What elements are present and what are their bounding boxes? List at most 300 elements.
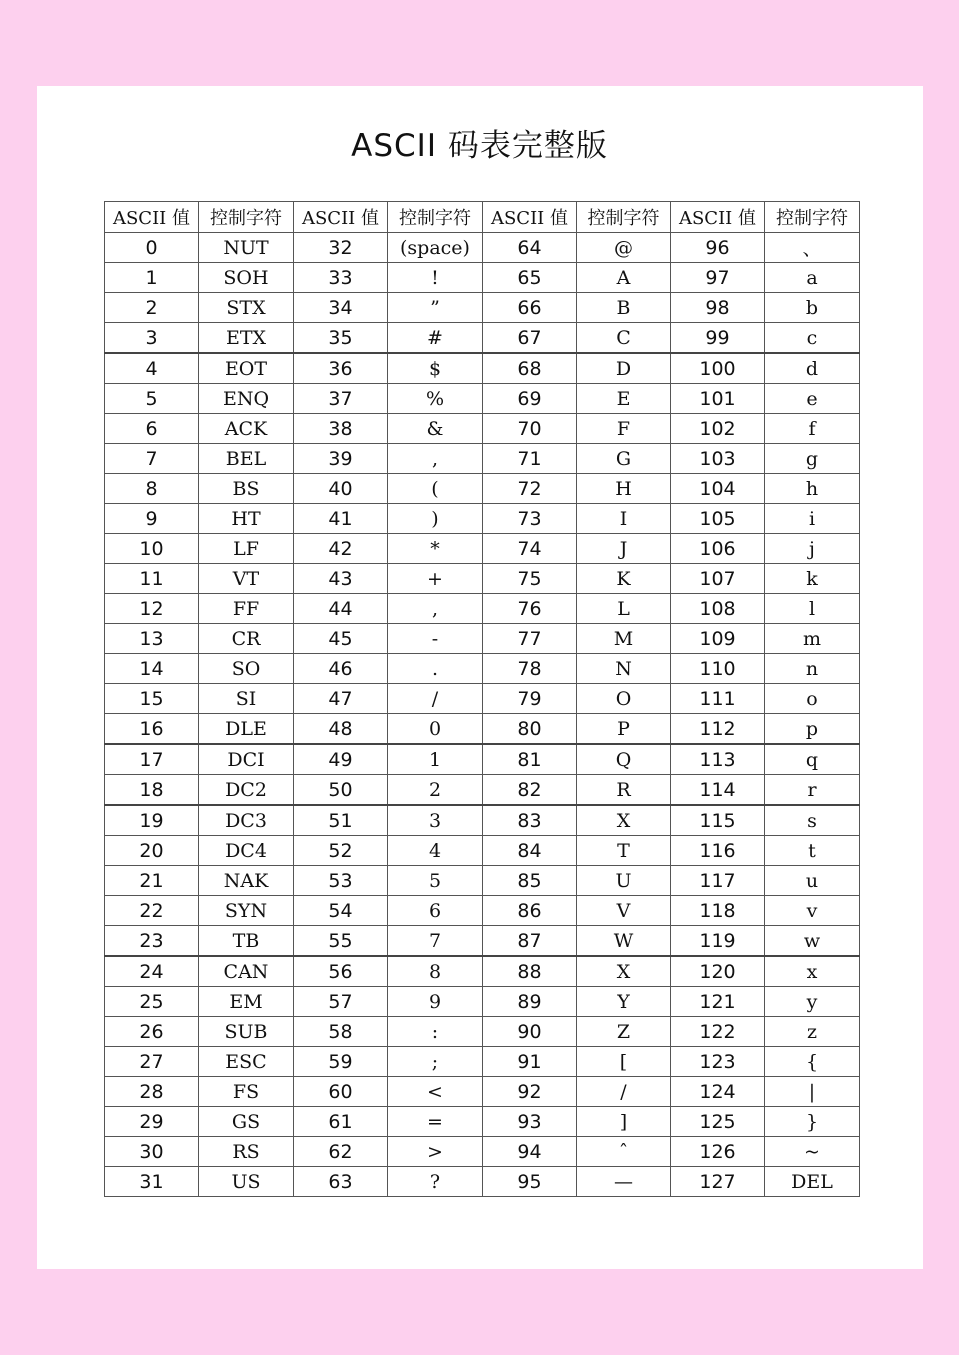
ascii-value-cell: 72	[483, 474, 577, 504]
control-char-cell: |	[765, 1077, 860, 1107]
ascii-value-cell: 89	[483, 987, 577, 1017]
ascii-value-cell: 2	[105, 293, 199, 323]
control-char-cell: h	[765, 474, 860, 504]
control-char-cell: A	[577, 263, 671, 293]
control-char-cell: FS	[199, 1077, 294, 1107]
control-char-cell: (	[388, 474, 483, 504]
table-row	[105, 414, 860, 444]
header-cell: ASCII 值	[483, 202, 577, 233]
ascii-value-cell: 58	[294, 1017, 388, 1047]
ascii-value-cell: 33	[294, 263, 388, 293]
control-char-cell: V	[577, 896, 671, 926]
ascii-value-cell: 80	[483, 714, 577, 745]
ascii-value-cell: 64	[483, 233, 577, 263]
ascii-value-cell: 83	[483, 805, 577, 836]
control-char-cell: 2	[388, 775, 483, 806]
ascii-value-cell: 19	[105, 805, 199, 836]
table-row	[105, 1137, 860, 1167]
ascii-value-cell: 113	[671, 744, 765, 775]
control-char-cell: CR	[199, 624, 294, 654]
ascii-value-cell: 91	[483, 1047, 577, 1077]
table-row	[105, 956, 860, 987]
control-char-cell: 4	[388, 836, 483, 866]
ascii-value-cell: 71	[483, 444, 577, 474]
ascii-value-cell: 54	[294, 896, 388, 926]
ascii-value-cell: 0	[105, 233, 199, 263]
ascii-value-cell: 60	[294, 1077, 388, 1107]
ascii-value-cell: 115	[671, 805, 765, 836]
ascii-value-cell: 111	[671, 684, 765, 714]
ascii-value-cell: 13	[105, 624, 199, 654]
table-row	[105, 384, 860, 414]
ascii-value-cell: 11	[105, 564, 199, 594]
ascii-value-cell: 56	[294, 956, 388, 987]
control-char-cell: Q	[577, 744, 671, 775]
ascii-value-cell: 104	[671, 474, 765, 504]
table-body	[105, 233, 860, 1197]
control-char-cell: ˆ	[577, 1137, 671, 1167]
control-char-cell: x	[765, 956, 860, 987]
ascii-value-cell: 51	[294, 805, 388, 836]
ascii-value-cell: 99	[671, 323, 765, 354]
control-char-cell: ?	[388, 1167, 483, 1197]
control-char-cell: $	[388, 353, 483, 384]
table-row	[105, 1107, 860, 1137]
ascii-value-cell: 29	[105, 1107, 199, 1137]
table-row	[105, 1167, 860, 1197]
ascii-value-cell: 28	[105, 1077, 199, 1107]
control-char-cell: BS	[199, 474, 294, 504]
control-char-cell: ,	[388, 444, 483, 474]
header-cell: ASCII 值	[105, 202, 199, 233]
table-row	[105, 1017, 860, 1047]
control-char-cell: SUB	[199, 1017, 294, 1047]
control-char-cell: #	[388, 323, 483, 354]
control-char-cell: ETX	[199, 323, 294, 354]
control-char-cell: m	[765, 624, 860, 654]
ascii-value-cell: 81	[483, 744, 577, 775]
table-row	[105, 534, 860, 564]
ascii-value-cell: 127	[671, 1167, 765, 1197]
ascii-value-cell: 100	[671, 353, 765, 384]
control-char-cell: G	[577, 444, 671, 474]
control-char-cell: 5	[388, 866, 483, 896]
table-row	[105, 1047, 860, 1077]
control-char-cell: b	[765, 293, 860, 323]
ascii-value-cell: 106	[671, 534, 765, 564]
ascii-value-cell: 112	[671, 714, 765, 745]
ascii-value-cell: 87	[483, 926, 577, 957]
ascii-value-cell: 37	[294, 384, 388, 414]
table-row	[105, 1077, 860, 1107]
ascii-value-cell: 49	[294, 744, 388, 775]
ascii-value-cell: 70	[483, 414, 577, 444]
control-char-cell: SI	[199, 684, 294, 714]
control-char-cell: CAN	[199, 956, 294, 987]
table-row	[105, 504, 860, 534]
control-char-cell: F	[577, 414, 671, 444]
ascii-value-cell: 7	[105, 444, 199, 474]
ascii-value-cell: 27	[105, 1047, 199, 1077]
control-char-cell: I	[577, 504, 671, 534]
header-cell: 控制字符	[388, 202, 483, 233]
ascii-value-cell: 52	[294, 836, 388, 866]
ascii-value-cell: 63	[294, 1167, 388, 1197]
control-char-cell: SOH	[199, 263, 294, 293]
control-char-cell: US	[199, 1167, 294, 1197]
control-char-cell: EM	[199, 987, 294, 1017]
control-char-cell: e	[765, 384, 860, 414]
control-char-cell: Z	[577, 1017, 671, 1047]
control-char-cell: ”	[388, 293, 483, 323]
ascii-value-cell: 97	[671, 263, 765, 293]
control-char-cell: X	[577, 805, 671, 836]
ascii-value-cell: 17	[105, 744, 199, 775]
ascii-value-cell: 105	[671, 504, 765, 534]
ascii-value-cell: 32	[294, 233, 388, 263]
control-char-cell: *	[388, 534, 483, 564]
ascii-table	[104, 201, 860, 1197]
ascii-value-cell: 96	[671, 233, 765, 263]
ascii-value-cell: 61	[294, 1107, 388, 1137]
ascii-value-cell: 88	[483, 956, 577, 987]
ascii-value-cell: 90	[483, 1017, 577, 1047]
control-char-cell: &	[388, 414, 483, 444]
control-char-cell: ,	[388, 594, 483, 624]
control-char-cell: 8	[388, 956, 483, 987]
control-char-cell: DC2	[199, 775, 294, 806]
ascii-value-cell: 75	[483, 564, 577, 594]
control-char-cell: Y	[577, 987, 671, 1017]
ascii-value-cell: 35	[294, 323, 388, 354]
control-char-cell: t	[765, 836, 860, 866]
table-row	[105, 714, 860, 745]
ascii-value-cell: 108	[671, 594, 765, 624]
control-char-cell: 9	[388, 987, 483, 1017]
table-row	[105, 866, 860, 896]
control-char-cell: DC4	[199, 836, 294, 866]
ascii-value-cell: 77	[483, 624, 577, 654]
table-row	[105, 474, 860, 504]
ascii-value-cell: 124	[671, 1077, 765, 1107]
ascii-value-cell: 36	[294, 353, 388, 384]
control-char-cell: k	[765, 564, 860, 594]
control-char-cell: /	[577, 1077, 671, 1107]
control-char-cell: %	[388, 384, 483, 414]
control-char-cell: y	[765, 987, 860, 1017]
ascii-value-cell: 109	[671, 624, 765, 654]
control-char-cell: SO	[199, 654, 294, 684]
ascii-value-cell: 18	[105, 775, 199, 806]
ascii-value-cell: 5	[105, 384, 199, 414]
ascii-value-cell: 6	[105, 414, 199, 444]
table-row	[105, 323, 860, 354]
table-row	[105, 444, 860, 474]
ascii-value-cell: 95	[483, 1167, 577, 1197]
ascii-value-cell: 26	[105, 1017, 199, 1047]
ascii-value-cell: 30	[105, 1137, 199, 1167]
control-char-cell: X	[577, 956, 671, 987]
header-cell: 控制字符	[199, 202, 294, 233]
ascii-value-cell: 3	[105, 323, 199, 354]
ascii-value-cell: 114	[671, 775, 765, 806]
control-char-cell: :	[388, 1017, 483, 1047]
control-char-cell: FF	[199, 594, 294, 624]
control-char-cell: STX	[199, 293, 294, 323]
control-char-cell: HT	[199, 504, 294, 534]
ascii-value-cell: 103	[671, 444, 765, 474]
control-char-cell: d	[765, 353, 860, 384]
control-char-cell: ENQ	[199, 384, 294, 414]
control-char-cell: B	[577, 293, 671, 323]
ascii-value-cell: 42	[294, 534, 388, 564]
control-char-cell: }	[765, 1107, 860, 1137]
ascii-value-cell: 8	[105, 474, 199, 504]
ascii-value-cell: 123	[671, 1047, 765, 1077]
control-char-cell: O	[577, 684, 671, 714]
control-char-cell: DLE	[199, 714, 294, 745]
ascii-value-cell: 43	[294, 564, 388, 594]
ascii-value-cell: 62	[294, 1137, 388, 1167]
ascii-value-cell: 94	[483, 1137, 577, 1167]
ascii-value-cell: 67	[483, 323, 577, 354]
control-char-cell: TB	[199, 926, 294, 957]
ascii-value-cell: 85	[483, 866, 577, 896]
ascii-value-cell: 12	[105, 594, 199, 624]
ascii-value-cell: 117	[671, 866, 765, 896]
ascii-value-cell: 68	[483, 353, 577, 384]
ascii-value-cell: 22	[105, 896, 199, 926]
ascii-value-cell: 107	[671, 564, 765, 594]
table-row	[105, 594, 860, 624]
control-char-cell: W	[577, 926, 671, 957]
control-char-cell: )	[388, 504, 483, 534]
ascii-value-cell: 121	[671, 987, 765, 1017]
control-char-cell: i	[765, 504, 860, 534]
control-char-cell: <	[388, 1077, 483, 1107]
ascii-value-cell: 119	[671, 926, 765, 957]
control-char-cell: .	[388, 654, 483, 684]
control-char-cell: ACK	[199, 414, 294, 444]
control-char-cell: K	[577, 564, 671, 594]
control-char-cell: DCI	[199, 744, 294, 775]
table-row	[105, 987, 860, 1017]
control-char-cell: v	[765, 896, 860, 926]
control-char-cell: 3	[388, 805, 483, 836]
control-char-cell: NAK	[199, 866, 294, 896]
ascii-value-cell: 48	[294, 714, 388, 745]
table-row	[105, 263, 860, 293]
ascii-value-cell: 125	[671, 1107, 765, 1137]
table-row	[105, 896, 860, 926]
ascii-value-cell: 116	[671, 836, 765, 866]
ascii-value-cell: 78	[483, 654, 577, 684]
control-char-cell: u	[765, 866, 860, 896]
control-char-cell: H	[577, 474, 671, 504]
ascii-value-cell: 1	[105, 263, 199, 293]
control-char-cell: RS	[199, 1137, 294, 1167]
control-char-cell: N	[577, 654, 671, 684]
control-char-cell: M	[577, 624, 671, 654]
ascii-value-cell: 102	[671, 414, 765, 444]
ascii-value-cell: 122	[671, 1017, 765, 1047]
ascii-value-cell: 118	[671, 896, 765, 926]
control-char-cell: j	[765, 534, 860, 564]
control-char-cell: [	[577, 1047, 671, 1077]
ascii-value-cell: 74	[483, 534, 577, 564]
ascii-value-cell: 82	[483, 775, 577, 806]
ascii-value-cell: 15	[105, 684, 199, 714]
table-row	[105, 805, 860, 836]
ascii-value-cell: 126	[671, 1137, 765, 1167]
ascii-value-cell: 110	[671, 654, 765, 684]
ascii-value-cell: 47	[294, 684, 388, 714]
control-char-cell: w	[765, 926, 860, 957]
control-char-cell: f	[765, 414, 860, 444]
ascii-value-cell: 4	[105, 353, 199, 384]
table-row	[105, 654, 860, 684]
ascii-value-cell: 84	[483, 836, 577, 866]
table-row	[105, 233, 860, 263]
ascii-value-cell: 21	[105, 866, 199, 896]
control-char-cell: l	[765, 594, 860, 624]
control-char-cell: +	[388, 564, 483, 594]
control-char-cell: =	[388, 1107, 483, 1137]
ascii-value-cell: 50	[294, 775, 388, 806]
ascii-value-cell: 20	[105, 836, 199, 866]
control-char-cell: D	[577, 353, 671, 384]
ascii-value-cell: 10	[105, 534, 199, 564]
table-row	[105, 564, 860, 594]
control-char-cell: GS	[199, 1107, 294, 1137]
control-char-cell: ~	[765, 1137, 860, 1167]
table-row	[105, 624, 860, 654]
control-char-cell: J	[577, 534, 671, 564]
control-char-cell: ESC	[199, 1047, 294, 1077]
ascii-value-cell: 69	[483, 384, 577, 414]
ascii-value-cell: 86	[483, 896, 577, 926]
table-header-row	[105, 202, 860, 233]
control-char-cell: ]	[577, 1107, 671, 1137]
control-char-cell: -	[388, 624, 483, 654]
ascii-value-cell: 53	[294, 866, 388, 896]
control-char-cell: o	[765, 684, 860, 714]
control-char-cell: 、	[765, 233, 860, 263]
ascii-value-cell: 98	[671, 293, 765, 323]
header-cell: ASCII 值	[294, 202, 388, 233]
control-char-cell: U	[577, 866, 671, 896]
control-char-cell: E	[577, 384, 671, 414]
ascii-value-cell: 59	[294, 1047, 388, 1077]
ascii-value-cell: 40	[294, 474, 388, 504]
control-char-cell: >	[388, 1137, 483, 1167]
control-char-cell: a	[765, 263, 860, 293]
ascii-value-cell: 31	[105, 1167, 199, 1197]
ascii-value-cell: 101	[671, 384, 765, 414]
ascii-value-cell: 92	[483, 1077, 577, 1107]
control-char-cell: p	[765, 714, 860, 745]
ascii-value-cell: 25	[105, 987, 199, 1017]
control-char-cell: ;	[388, 1047, 483, 1077]
header-cell: 控制字符	[577, 202, 671, 233]
control-char-cell: BEL	[199, 444, 294, 474]
header-cell: ASCII 值	[671, 202, 765, 233]
control-char-cell: VT	[199, 564, 294, 594]
control-char-cell: C	[577, 323, 671, 354]
ascii-value-cell: 9	[105, 504, 199, 534]
control-char-cell: EOT	[199, 353, 294, 384]
control-char-cell: c	[765, 323, 860, 354]
control-char-cell: R	[577, 775, 671, 806]
ascii-value-cell: 79	[483, 684, 577, 714]
control-char-cell: {	[765, 1047, 860, 1077]
control-char-cell: 1	[388, 744, 483, 775]
table-row	[105, 353, 860, 384]
control-char-cell: s	[765, 805, 860, 836]
control-char-cell: DEL	[765, 1167, 860, 1197]
ascii-value-cell: 45	[294, 624, 388, 654]
table-row	[105, 836, 860, 866]
control-char-cell: z	[765, 1017, 860, 1047]
control-char-cell: @	[577, 233, 671, 263]
ascii-value-cell: 57	[294, 987, 388, 1017]
control-char-cell: r	[765, 775, 860, 806]
ascii-value-cell: 65	[483, 263, 577, 293]
table-row	[105, 926, 860, 957]
ascii-value-cell: 120	[671, 956, 765, 987]
ascii-value-cell: 55	[294, 926, 388, 957]
ascii-value-cell: 76	[483, 594, 577, 624]
table-row	[105, 744, 860, 775]
control-char-cell: —	[577, 1167, 671, 1197]
ascii-value-cell: 38	[294, 414, 388, 444]
control-char-cell: q	[765, 744, 860, 775]
control-char-cell: !	[388, 263, 483, 293]
ascii-value-cell: 16	[105, 714, 199, 745]
control-char-cell: 6	[388, 896, 483, 926]
ascii-value-cell: 46	[294, 654, 388, 684]
ascii-value-cell: 34	[294, 293, 388, 323]
table-row	[105, 775, 860, 806]
ascii-value-cell: 14	[105, 654, 199, 684]
control-char-cell: /	[388, 684, 483, 714]
table-row	[105, 293, 860, 323]
ascii-value-cell: 24	[105, 956, 199, 987]
ascii-value-cell: 66	[483, 293, 577, 323]
control-char-cell: LF	[199, 534, 294, 564]
table-row	[105, 684, 860, 714]
control-char-cell: DC3	[199, 805, 294, 836]
control-char-cell: (space)	[388, 233, 483, 263]
control-char-cell: 0	[388, 714, 483, 745]
control-char-cell: P	[577, 714, 671, 745]
control-char-cell: n	[765, 654, 860, 684]
ascii-value-cell: 44	[294, 594, 388, 624]
header-cell: 控制字符	[765, 202, 860, 233]
ascii-value-cell: 41	[294, 504, 388, 534]
control-char-cell: 7	[388, 926, 483, 957]
control-char-cell: T	[577, 836, 671, 866]
ascii-value-cell: 23	[105, 926, 199, 957]
control-char-cell: NUT	[199, 233, 294, 263]
control-char-cell: g	[765, 444, 860, 474]
ascii-value-cell: 93	[483, 1107, 577, 1137]
ascii-value-cell: 73	[483, 504, 577, 534]
control-char-cell: L	[577, 594, 671, 624]
ascii-value-cell: 39	[294, 444, 388, 474]
control-char-cell: SYN	[199, 896, 294, 926]
page-title: ASCII 码表完整版	[351, 128, 608, 164]
